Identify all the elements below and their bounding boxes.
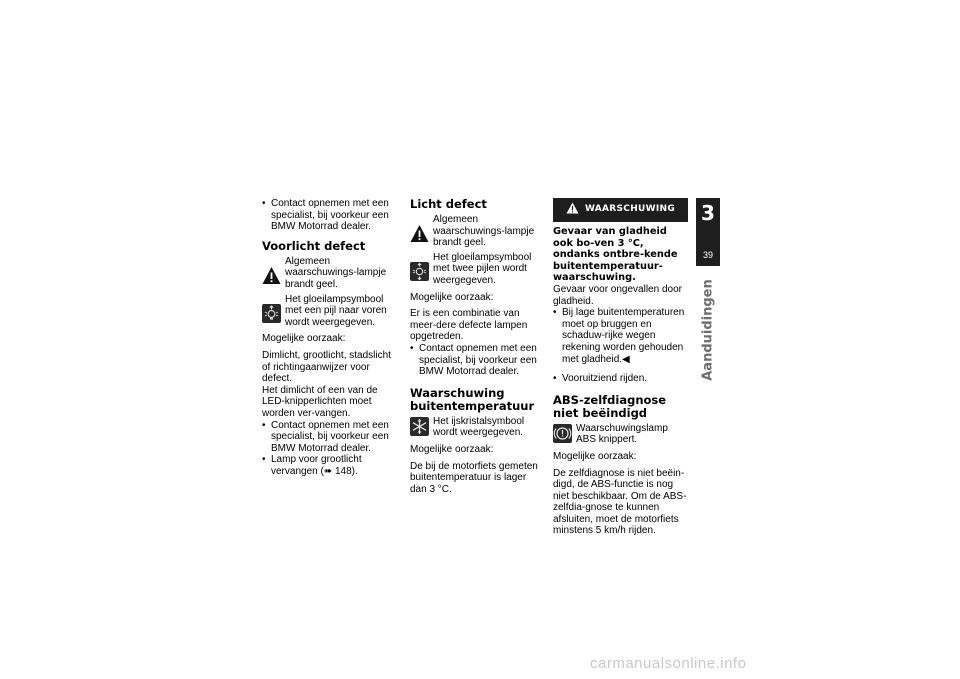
bulb-arrow-icon [262,304,281,323]
indicator-row [410,252,544,287]
bullet-text: Bij lage buitentemperaturen moet op bruggen en schaduw-rijke wegen rekening worden gehouden met gladheid.◀ [562,307,685,365]
section-heading-licht-defect: Licht defect [410,197,487,211]
indicator-text: Algemeen waarschuwings-lampje brandt geel. [285,255,387,290]
cause-text: Er is een combinatie van meer-dere defecte lampen opgetreden. [410,308,528,343]
abs-warning-icon [553,424,572,443]
bullet-dot: • [553,307,557,319]
indicator-text: Het ijskristalsymbool wordt weergegeven. [433,415,525,439]
bullet-text: Vooruitziend rijden. [562,373,648,385]
warning-triangle-icon [410,224,429,243]
section-heading-buitentemperatuur: Waarschuwing buitentemperatuur [410,385,535,413]
indicator-row [262,256,394,291]
chapter-label: Aanduidingen [700,279,716,381]
bullet-text: Contact opnemen met een specialist, bij voorkeur een BMW Motorrad dealer. [271,419,389,454]
warning-triangle-icon [566,202,579,219]
cause-text: De bij de motorfiets gemeten buitentemperatuur is lager dan 3 °C. [410,460,538,495]
section-heading-voorlicht: Voorlicht defect [262,238,366,253]
list-item [553,307,688,365]
section-heading-abs: ABS-zelfdiagnose niet beëindigd [553,392,667,420]
bullet-text: Contact opnemen met een specialist, bij voorkeur een BMW Motorrad dealer. [419,342,537,378]
bullet-text: Contact opnemen met een specialist, bij voorkeur een BMW Motorrad dealer. [271,198,389,233]
indicator-text: Algemeen waarschuwings-lampje brandt geel. [433,214,535,249]
led-text: Het dimlicht of een van de LED-knipperlichten moet worden ver-vangen. [262,384,378,419]
bullet-dot: • [262,198,266,209]
bullet-dot: • [410,342,414,354]
cause-text: De zelfdiagnose is niet beëin-digd, de ABS-functie is nog niet beschikbaar. Om de ABS-zelfdia-gnose te kunnen afsluiten, moet de motorfiets minstens 5 km/h rijden. [553,467,687,537]
page-number: 39 [702,250,713,260]
cause-label: Mogelijke oorzaak: [410,291,494,303]
chapter-tab [696,198,720,266]
list-item [410,343,544,378]
warning-banner [553,198,688,222]
indicator-row [410,214,544,249]
column-3 [553,198,688,537]
ice-crystal-icon [410,417,429,436]
column-1 [262,198,394,477]
list-item [262,198,394,233]
list-item [262,454,394,477]
bullet-dot: • [553,373,557,385]
column-2 [410,198,544,495]
cause-label: Mogelijke oorzaak: [262,333,346,345]
indicator-row [410,416,544,439]
cause-label: Mogelijke oorzaak: [553,450,637,462]
warning-text: Gevaar voor ongevallen door gladheid. [553,283,682,307]
indicator-row [553,423,688,446]
bulb-two-arrows-icon [410,262,429,281]
cause-label: Mogelijke oorzaak: [410,443,494,455]
indicator-row [262,294,394,329]
bullet-text: Lamp voor grootlicht vervangen (➠ 148). [271,454,362,477]
cause-text: Dimlicht, grootlicht, stadslicht of richtingaanwijzer voor defect. [262,349,391,385]
indicator-text: Het gloeilampsymbool met twee pijlen wordt weergegeven. [433,251,532,286]
warning-triangle-icon [262,266,281,285]
watermark: carmanualsonline.info [590,655,747,672]
list-item [262,420,394,455]
chapter-number: 3 [701,201,715,225]
list-item [553,373,688,385]
indicator-text: Het gloeilampsymbool met een pijl naar voren wordt weergegeven. [285,293,387,328]
bullet-dot: • [262,419,266,431]
bullet-dot: • [262,454,266,466]
warning-bold-text: Gevaar van gladheid ook bo-ven 3 °C, ondanks ontbre-kende buitentemperatuur-waarschuwing. [553,226,678,284]
warning-label: WAARSCHUWING [584,204,676,215]
indicator-text: Waarschuwingslamp ABS knippert. [576,422,668,446]
